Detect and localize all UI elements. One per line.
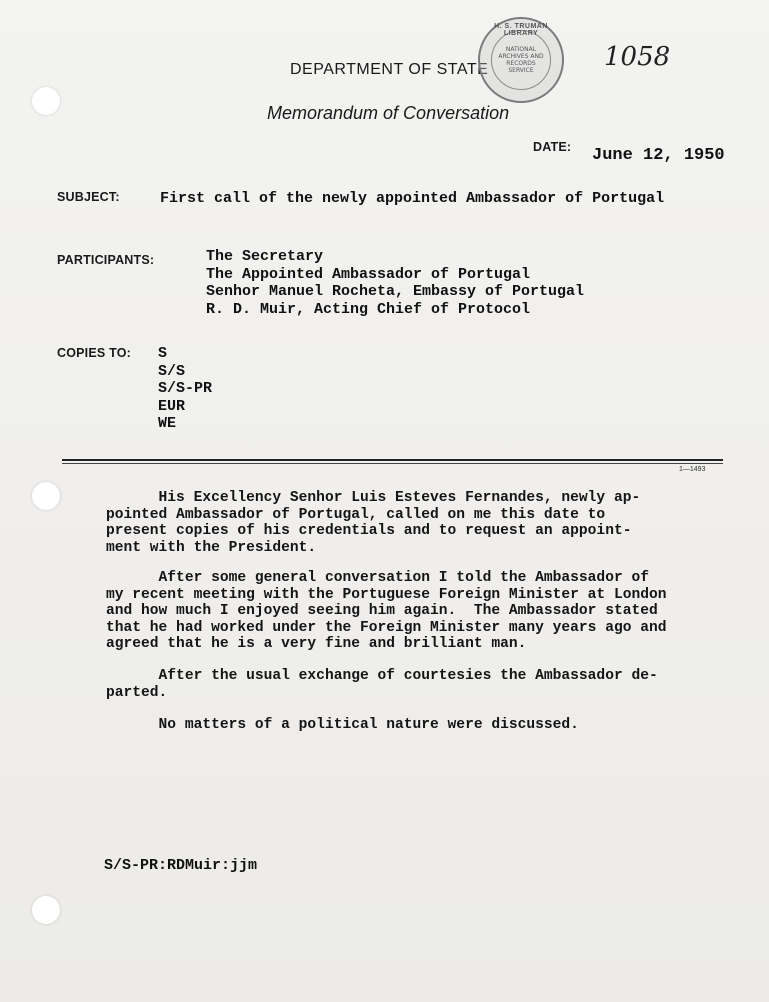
body-paragraph: After some general conversation I told the Ambassador of my recent meeting with the Portuguese Foreign Minister at London and how much I enjoyed seeing him again. The Ambassador stated that he had worked under the Foreign Minister many years ago and agreed that he is a very fine and brilliant man. — [106, 570, 667, 652]
copy-item: WE — [158, 415, 177, 432]
copy-item: S/S — [158, 362, 186, 380]
stamp-line: NATIONAL — [505, 46, 537, 53]
date-value: June 12, 1950 — [592, 146, 725, 165]
archives-stamp — [478, 17, 564, 103]
body-paragraph: After the usual exchange of courtesies the Ambassador de- parted. — [106, 668, 658, 701]
participant-item: R. D. Muir, Acting Chief of Protocol — [206, 300, 531, 318]
participants-list — [206, 248, 584, 318]
punch-hole-middle — [32, 482, 60, 510]
copy-item: S — [158, 345, 168, 362]
department-heading: DEPARTMENT OF STATE — [290, 61, 489, 78]
punch-hole-bottom — [32, 896, 60, 924]
memo-title: Memorandum of Conversation — [267, 103, 510, 123]
participant-item: Senhor Manuel Rocheta, Embassy of Portugal — [206, 283, 585, 300]
divider-rule-thin — [62, 463, 723, 464]
stamp-line: SERVICE — [508, 67, 534, 74]
participants-label: PARTICIPANTS: — [57, 253, 155, 267]
divider-rule — [62, 459, 723, 461]
copies-list — [158, 345, 212, 433]
stamp-line: RECORDS — [506, 60, 536, 67]
stamp-ring-text: H. S. TRUMAN LIBRARY — [494, 23, 548, 37]
copy-item: S/S-PR — [158, 380, 213, 397]
participant-item: The Secretary — [206, 248, 324, 265]
copies-label: COPIES TO: — [57, 346, 132, 360]
stamp-line: ARCHIVES AND — [498, 53, 544, 60]
body-paragraph: No matters of a political nature were discussed. — [106, 717, 579, 733]
stamp-inner — [491, 30, 551, 90]
subject-value: First call of the newly appointed Ambassador of Portugal — [160, 190, 665, 207]
form-number: 1—1493 — [679, 466, 706, 473]
handwritten-document-number: 1058 — [604, 42, 671, 72]
copy-item: EUR — [158, 397, 186, 415]
date-label: DATE: — [533, 140, 572, 154]
participant-item: The Appointed Ambassador of Portugal — [206, 265, 531, 283]
reference-initials: S/S-PR:RDMuir:jjm — [104, 857, 258, 874]
subject-label: SUBJECT: — [57, 190, 120, 204]
body-paragraph: His Excellency Senhor Luis Esteves Fernandes, newly ap- pointed Ambassador of Portugal, called on me this date to present copies of his credentials and to request an appoint- ment with the President. — [106, 490, 641, 556]
punch-hole-top — [32, 87, 60, 115]
